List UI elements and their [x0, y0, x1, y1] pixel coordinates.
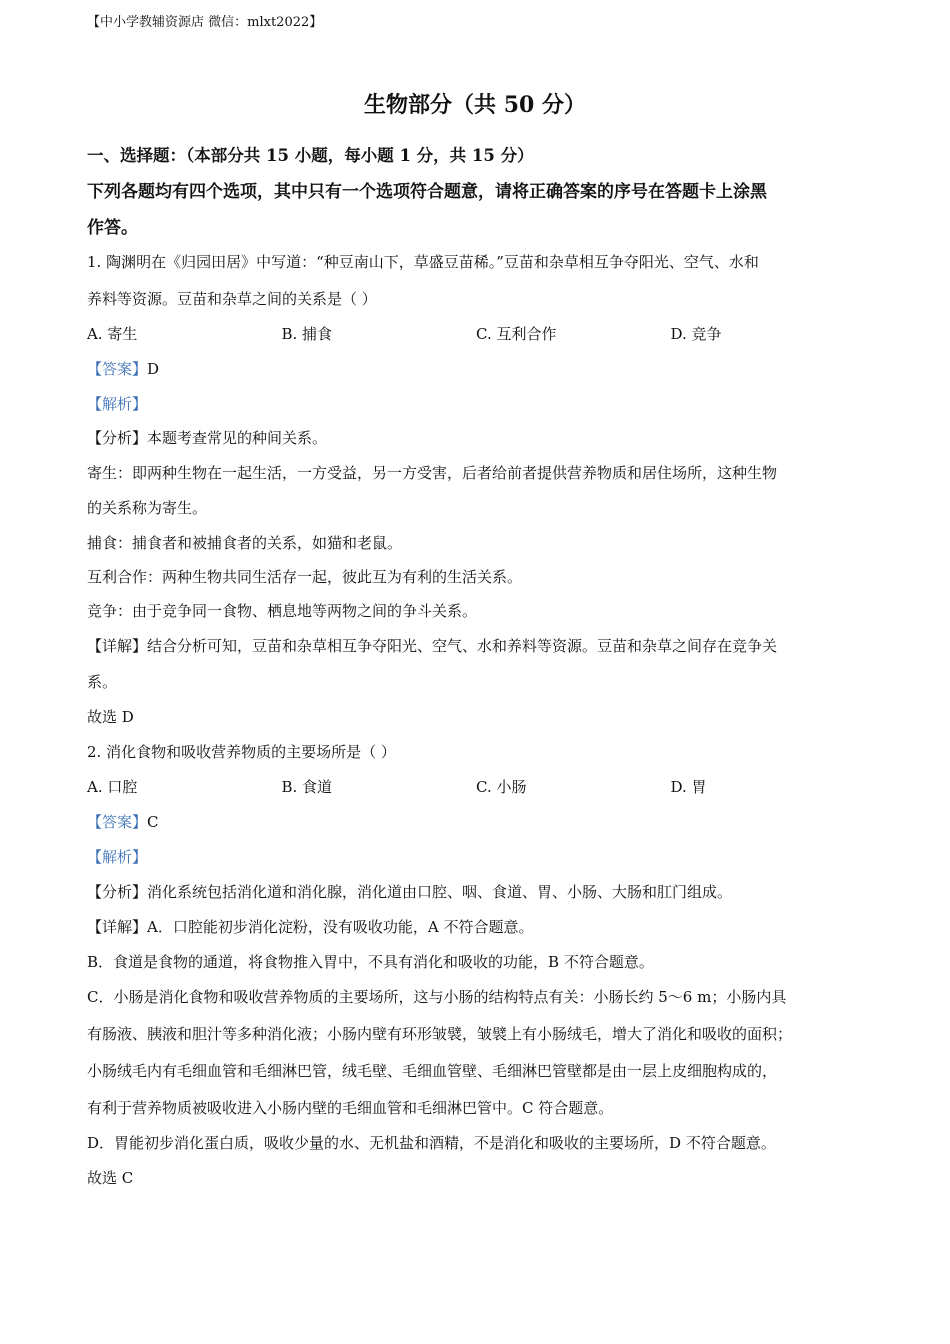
q1-hezuo: 互利合作：两种生物共同生活存一起，彼此互为有利的生活关系。: [87, 568, 523, 586]
q1-jingzheng: 竞争：由于竞争同一食物、栖息地等两物之间的争斗关系。: [87, 602, 478, 620]
q1-option-d: D. 竞争: [670, 325, 722, 343]
q1-stem-line-2: 养料等资源。豆苗和杂草之间的关系是（ ）: [87, 290, 377, 308]
q1-option-a: A. 寄生: [87, 325, 138, 343]
q2-options: [87, 775, 867, 799]
q1-jisheng-line-1: 寄生：即两种生物在一起生活，一方受益，另一方受害，后者给前者提供营养物质和居住场所，这种生物: [87, 464, 778, 482]
q1-xiangjie-text: 结合分析可知，豆苗和杂草相互争夺阳光、空气、水和养料等资源。豆苗和杂草之间存在竞争关: [147, 637, 778, 655]
q2-option-a: A. 口腔: [87, 778, 138, 796]
header-note: 【中小学教辅资源店 微信：mlxt2022】: [87, 15, 323, 30]
page-title: 生物部分（共 50 分）: [364, 92, 586, 118]
q2-xiangjie-c-line-1: C．小肠是消化食物和吸收营养物质的主要场所，这与小肠的结构特点有关：小肠长约 5～6 m；小肠内具: [87, 988, 787, 1006]
q1-xiangjie-label: 【详解】: [87, 637, 148, 655]
q2-xiangjie-b: B．食道是食物的通道，将食物推入胃中，不具有消化和吸收的功能，B 不符合题意。: [87, 953, 654, 971]
q2-xiangjie-d: D．胃能初步消化蛋白质，吸收少量的水、无机盐和酒精，不是消化和吸收的主要场所，D 不符合题意。: [87, 1134, 776, 1152]
q2-option-c: C. 小肠: [476, 778, 527, 796]
q1-xiangjie-line-1: [87, 634, 867, 658]
q1-xiangjie-line-2: 系。: [87, 673, 118, 691]
q2-analysis-label: 【解析】: [87, 848, 148, 866]
q2-option-b: B. 食道: [281, 778, 333, 796]
q2-answer: [87, 810, 867, 834]
document-body: [87, 143, 867, 1190]
q1-bushi: 捕食：捕食者和被捕食者的关系，如猫和老鼠。: [87, 534, 403, 552]
q2-xiangjie-c-line-2: 有肠液、胰液和胆汁等多种消化液；小肠内壁有环形皱襞，皱襞上有小肠绒毛，增大了消化和吸收的面积；: [87, 1025, 793, 1043]
q2-answer-label: 【答案】: [87, 813, 148, 831]
q2-xiangjie-label: 【详解】: [87, 918, 148, 936]
q2-fenxi-text: 消化系统包括消化道和消化腺，消化道由口腔、咽、食道、胃、小肠、大肠和肛门组成。: [147, 883, 733, 901]
q2-xiangjie-c-line-3: 小肠绒毛内有毛细血管和毛细淋巴管，绒毛壁、毛细血管壁、毛细淋巴管壁都是由一层上皮细胞构成的，: [87, 1062, 778, 1080]
q2-conclusion: 故选 C: [87, 1169, 134, 1187]
q1-fenxi-text: 本题考查常见的种间关系。: [147, 429, 328, 447]
q1-options: [87, 322, 867, 346]
q1-conclusion: 故选 D: [87, 708, 134, 726]
q1-answer-value: D: [147, 360, 160, 378]
q1-option-c: C. 互利合作: [476, 325, 557, 343]
instruction-line-1: 下列各题均有四个选项，其中只有一个选项符合题意，请将正确答案的序号在答题卡上涂黑: [87, 182, 767, 202]
q2-xiangjie-c-line-4: 有利于营养物质被吸收进入小肠内壁的毛细血管和毛细淋巴管中。C 符合题意。: [87, 1099, 614, 1117]
q1-answer: [87, 357, 867, 381]
q1-answer-label: 【答案】: [87, 360, 148, 378]
section-heading: 一、选择题：（本部分共 15 小题，每小题 1 分，共 15 分）: [87, 146, 534, 165]
q2-answer-value: C: [147, 813, 159, 831]
q1-fenxi: [87, 426, 867, 450]
q2-xiangjie-a: [87, 915, 867, 939]
q2-fenxi-label: 【分析】: [87, 883, 148, 901]
q2-stem: 2. 消化食物和吸收营养物质的主要场所是（ ）: [87, 743, 396, 761]
q2-xiangjie-a-text: A．口腔能初步消化淀粉，没有吸收功能，A 不符合题意。: [147, 918, 534, 936]
q1-stem-line-1: 1. 陶渊明在《归园田居》中写道：“种豆南山下，草盛豆苗稀。”豆苗和杂草相互争夺阳光、空气、水和: [87, 253, 759, 271]
q1-jisheng-line-2: 的关系称为寄生。: [87, 499, 208, 517]
instruction-line-2: 作答。: [87, 218, 138, 238]
q1-fenxi-label: 【分析】: [87, 429, 148, 447]
q2-fenxi: [87, 880, 867, 904]
q1-analysis-label: 【解析】: [87, 395, 148, 413]
q1-option-b: B. 捕食: [281, 325, 333, 343]
q2-option-d: D. 胃: [670, 778, 707, 796]
